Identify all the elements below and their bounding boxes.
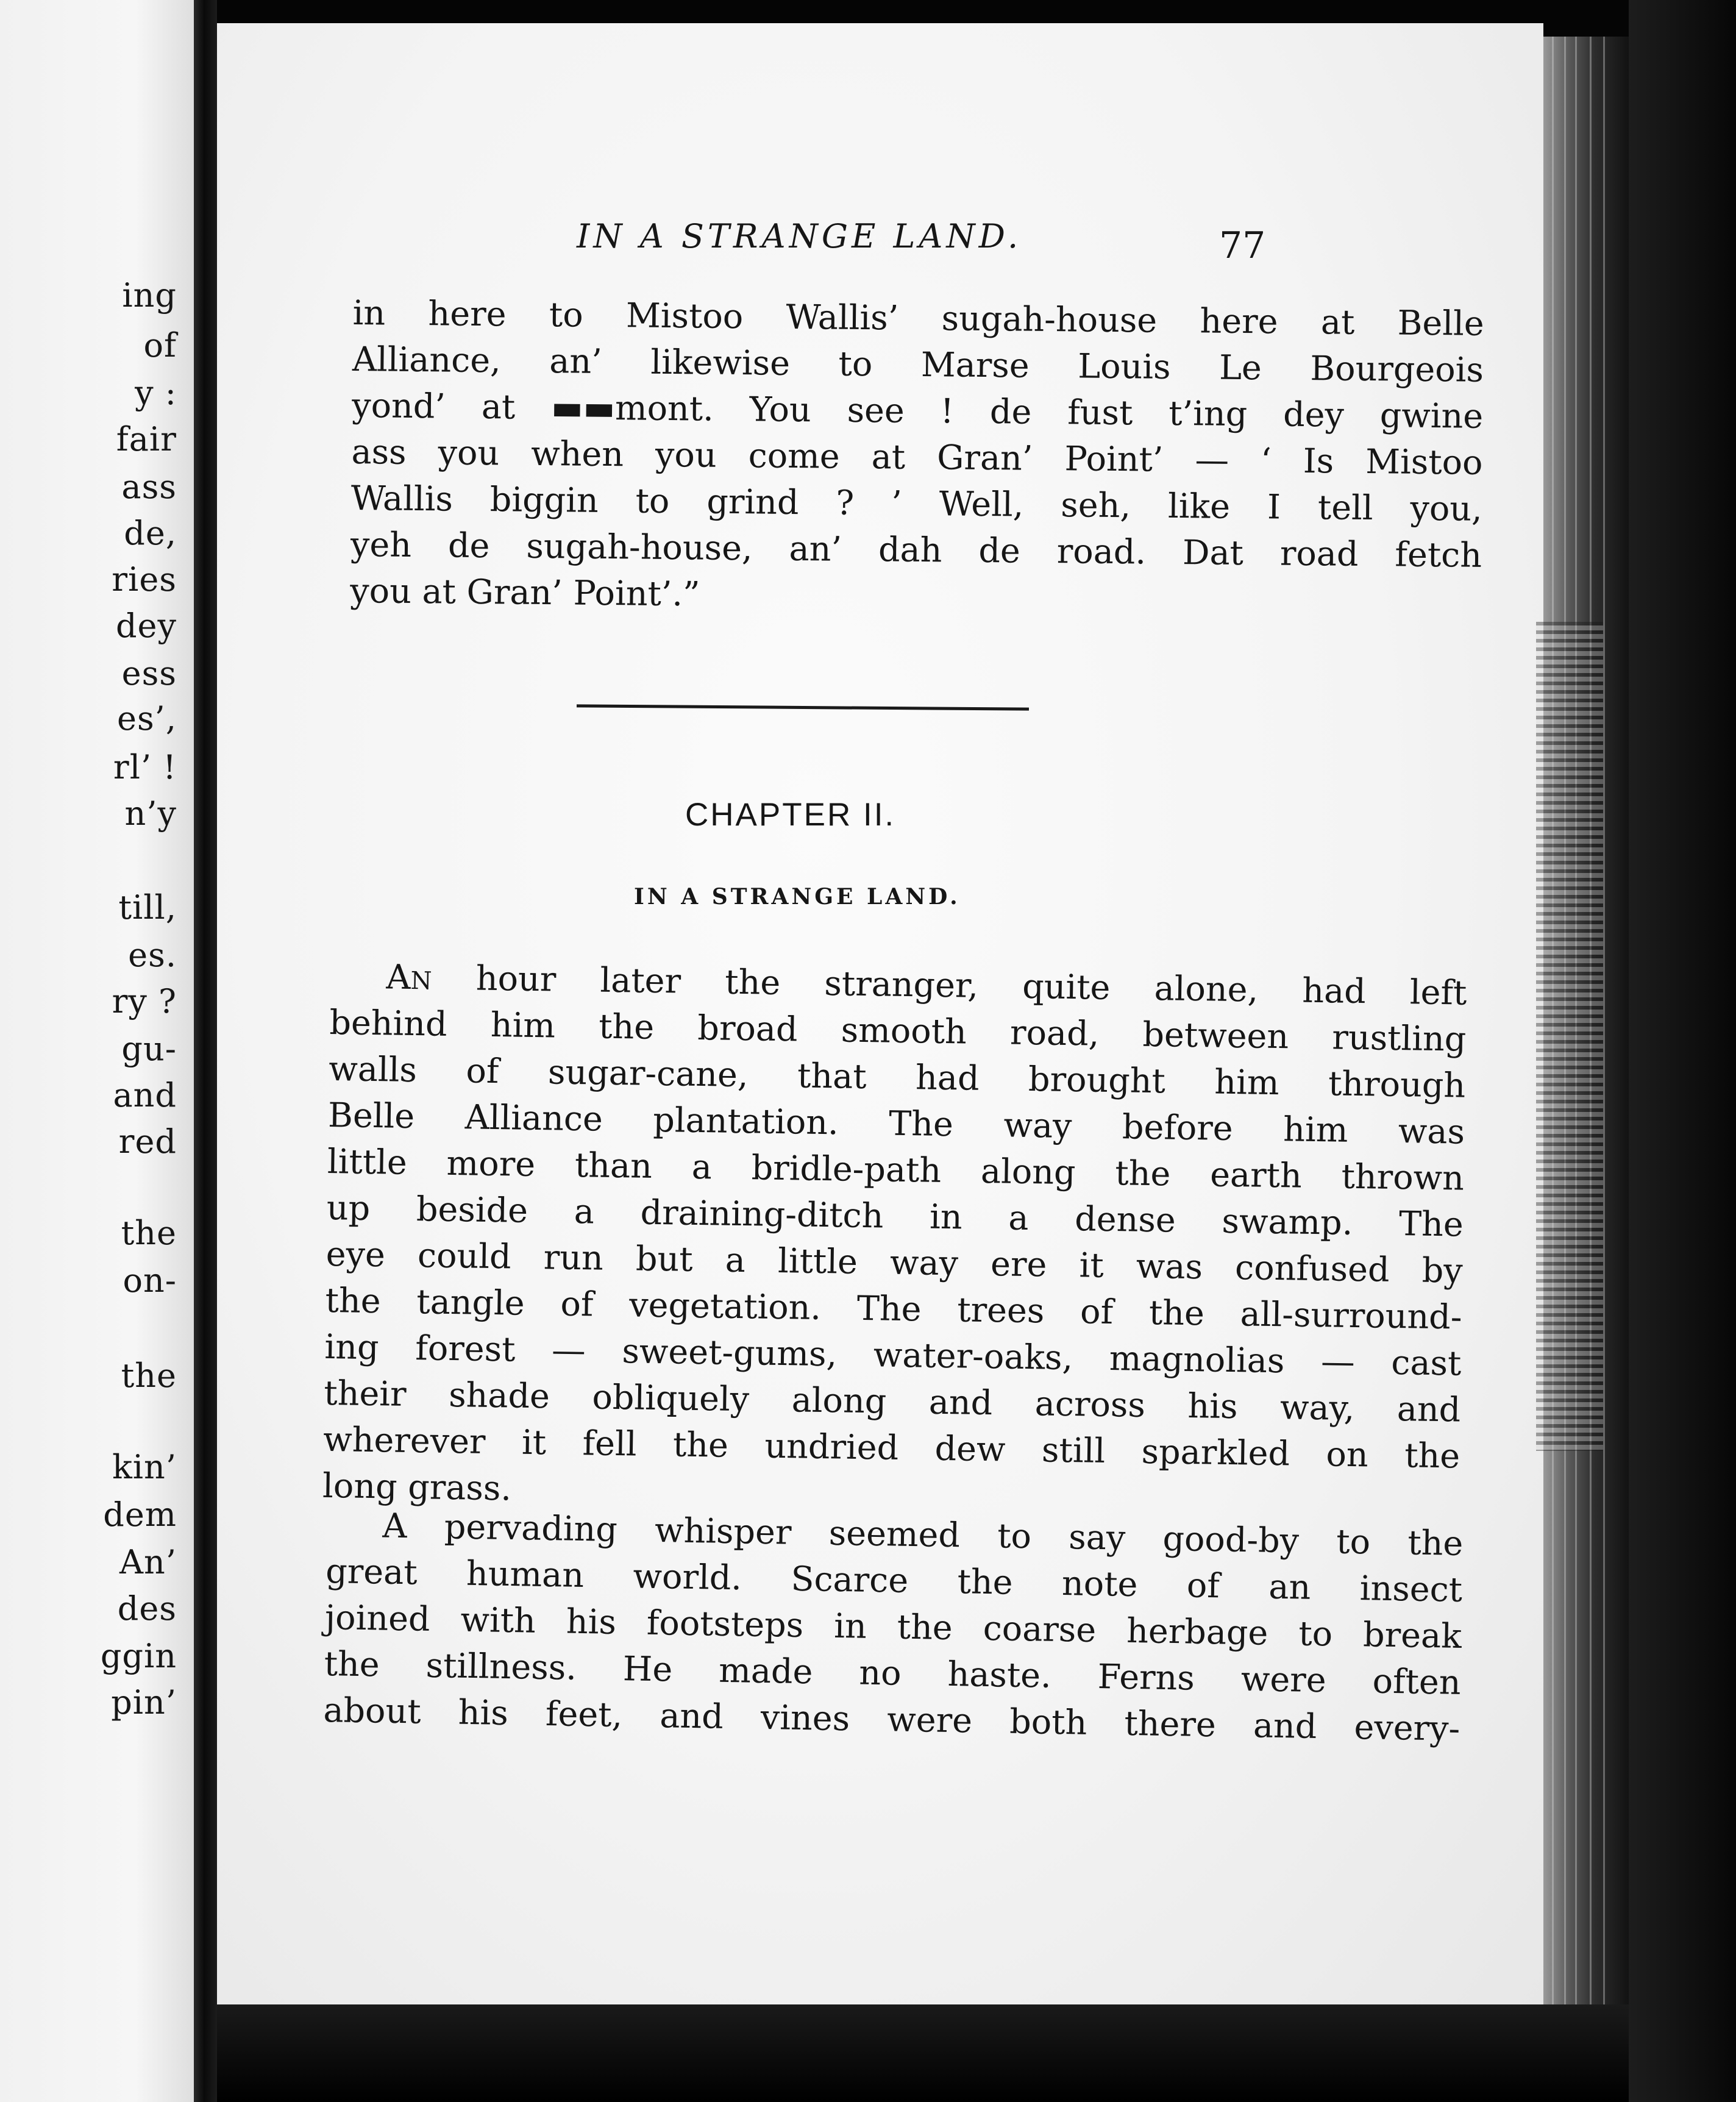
left-page-fragment: n’y <box>124 794 177 833</box>
page-number: 77 <box>1219 224 1266 267</box>
left-page-fragment: de, <box>124 514 177 552</box>
text-line: yeh de sugah-house, an’ dah de road. Dat road fetch <box>350 524 1482 575</box>
left-page-fragment: ass <box>121 468 177 506</box>
text-line: long grass. <box>322 1466 512 1509</box>
left-page-fragment: rl’ ! <box>113 748 177 786</box>
text-line: A pervading whisper seemed to say good-by to the <box>382 1506 1464 1564</box>
text-line: yond’ at ▬▬mont. You see ! de fust t’ing dey gwine <box>351 385 1484 436</box>
left-page-fragment: gu- <box>121 1030 177 1068</box>
text-line: about his feet, and vines were both there and every- <box>322 1690 1460 1749</box>
text-line: behind him the broad smooth road, between rustling <box>329 1002 1467 1060</box>
text-line: great human world. Scarce the note of an insect <box>325 1551 1463 1610</box>
continued-quote-paragraph <box>350 293 1484 615</box>
text-line <box>330 957 1467 1013</box>
left-page-edge <box>0 0 194 2102</box>
running-head: IN A STRANGE LAND. <box>577 217 1022 255</box>
left-page-fragment: the <box>121 1214 177 1252</box>
text-line: wherever it fell the undried dew still sparkled on the <box>322 1419 1460 1477</box>
text-line: the tangle of vegetation. The trees of the all-surround- <box>325 1280 1462 1338</box>
text-line: eye could run but a little way ere it was confused by <box>326 1234 1464 1291</box>
chapter-subheading: IN A STRANGE LAND. <box>634 884 961 910</box>
left-page-fragment: des <box>117 1589 177 1628</box>
chapter-heading: CHAPTER II. <box>685 797 896 833</box>
text-line: Belle Alliance plantation. The way before him was <box>327 1095 1465 1152</box>
left-page-fragment: on- <box>123 1261 177 1300</box>
text-line: ing forest — sweet-gums, water-oaks, magnolias — cast <box>324 1327 1462 1384</box>
left-page-fragment: of <box>143 326 177 365</box>
left-page-fragment: es’, <box>117 699 177 738</box>
left-page-fragment: ries <box>112 560 177 599</box>
text-line: joined with his footsteps in the coarse herbage to break <box>324 1597 1462 1656</box>
paragraph <box>322 957 1467 1509</box>
text-line: their shade obliquely along and across his way, and <box>323 1373 1461 1430</box>
left-page-fragment: till, <box>118 888 177 927</box>
left-page-fragment: An’ <box>119 1543 177 1581</box>
book-gutter <box>194 0 217 2102</box>
left-page-fragment: es. <box>128 936 177 974</box>
left-page-fragment: dem <box>103 1495 177 1534</box>
left-page-fragment: ing <box>122 276 177 315</box>
text-line: up beside a draining-ditch in a dense swamp. The <box>326 1188 1464 1245</box>
text-line: Wallis biggin to grind ? ’ Well, seh, like I tell you, <box>350 478 1483 529</box>
text-line: little more than a bridle-path along the earth thrown <box>327 1141 1465 1199</box>
text-line: ass you when you come at Gran’ Point’ — ‘ Is Mistoo <box>351 432 1483 483</box>
left-page-fragment: y : <box>135 374 177 412</box>
text-line: in here to Mistoo Wallis’ sugah-house here at Belle <box>352 293 1484 344</box>
page <box>217 23 1543 2004</box>
small-caps-opening: AN <box>386 957 432 997</box>
text-line: Alliance, an’ likewise to Marse Louis Le Bourgeois <box>352 339 1484 390</box>
text-span: hour later the stranger, quite alone, had left <box>432 958 1467 1013</box>
left-page-fragment: pin’ <box>111 1683 177 1722</box>
left-page-fragment: red <box>118 1122 177 1161</box>
left-page-fragment: and <box>113 1076 177 1114</box>
text-line: walls of sugar-cane, that had brought him through <box>328 1049 1466 1106</box>
bottom-shadow <box>217 2004 1629 2102</box>
fore-edge-marks <box>1536 622 1603 1451</box>
book-cover-board <box>1629 0 1736 2102</box>
left-page-fragment: fair <box>116 420 177 458</box>
left-page-fragment: ess <box>121 654 177 693</box>
section-divider-rule <box>577 704 1029 710</box>
text-line: the stillness. He made no haste. Ferns were often <box>324 1644 1462 1703</box>
left-page-fragment: dey <box>115 607 177 645</box>
text-line: you at Gran’ Point’.” <box>350 571 700 615</box>
left-page-fragment: the <box>121 1356 177 1395</box>
left-page-fragment: kin’ <box>112 1448 177 1486</box>
left-page-fragment: ry ? <box>112 982 177 1021</box>
left-page-fragment: ggin <box>100 1637 177 1675</box>
